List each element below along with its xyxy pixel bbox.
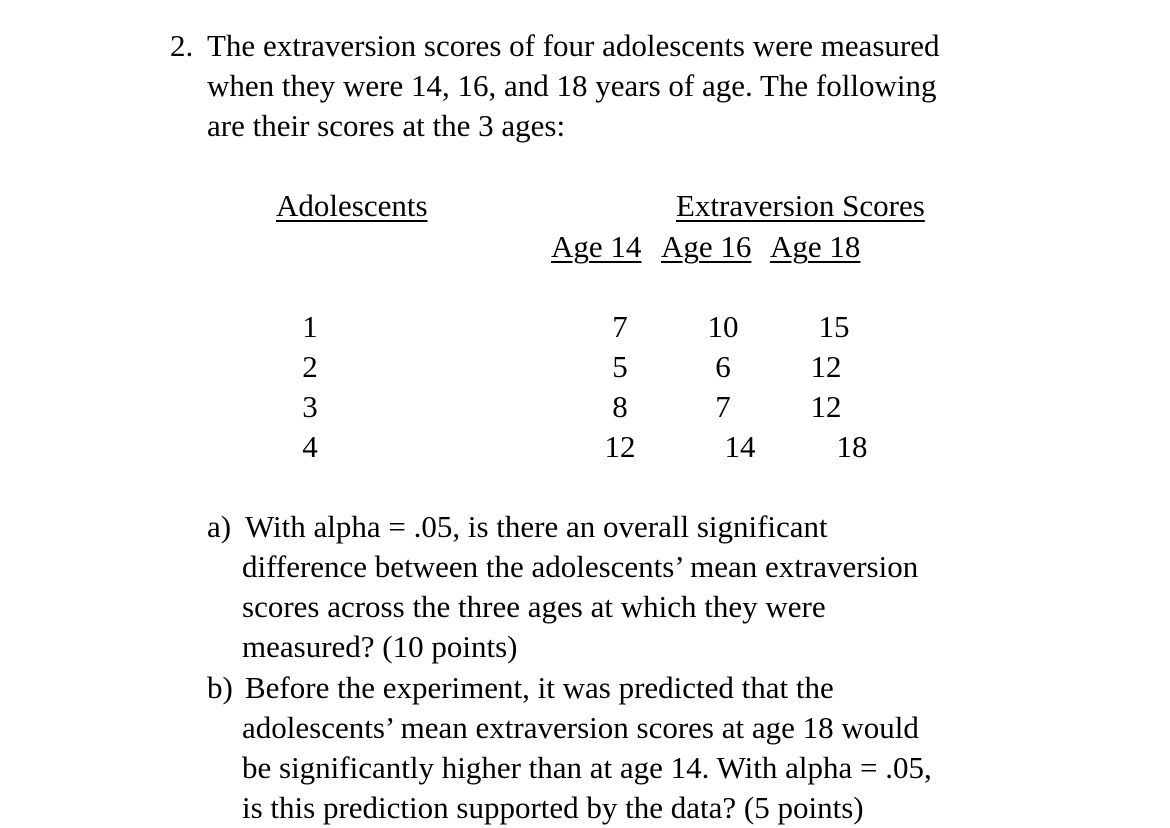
row-id: 2: [302, 349, 318, 384]
cell-age-18: 15: [818, 309, 850, 344]
column-header-age-18: Age 18: [770, 229, 861, 264]
question-line-3: are their scores at the 3 ages:: [207, 108, 566, 143]
part-a-line-4: measured? (10 points): [242, 629, 518, 664]
column-header-age-14: Age 14: [551, 229, 642, 264]
cell-age-18: 12: [810, 389, 842, 424]
column-header-age-16: Age 16: [661, 229, 752, 264]
group-header: Extraversion Scores: [676, 188, 925, 223]
part-a-label: a): [207, 509, 232, 544]
cell-age-14: 12: [604, 429, 636, 464]
part-b-line-2: adolescents’ mean extraversion scores at age 18 would: [242, 710, 919, 745]
question-line-2: when they were 14, 16, and 18 years of age. The following: [207, 68, 937, 103]
part-b-label: b): [207, 670, 233, 705]
row-header: Adolescents: [276, 188, 428, 223]
row-id: 1: [302, 309, 318, 344]
cell-age-14: 5: [612, 349, 628, 384]
cell-age-18: 18: [836, 429, 868, 464]
cell-age-16: 14: [724, 429, 756, 464]
part-b-line-3: be significantly higher than at age 14. With alpha = .05,: [242, 750, 932, 785]
cell-age-18: 12: [810, 349, 842, 384]
question-number: 2.: [170, 28, 194, 63]
cell-age-14: 8: [612, 389, 628, 424]
cell-age-16: 10: [707, 309, 739, 344]
part-a-line-2: difference between the adolescents’ mean extraversion: [242, 549, 919, 584]
part-b-line-4: is this prediction supported by the data? (5 points): [242, 790, 864, 825]
row-id: 4: [302, 429, 318, 464]
part-a-line-3: scores across the three ages at which they were: [242, 589, 826, 624]
cell-age-14: 7: [612, 309, 628, 344]
row-id: 3: [302, 389, 318, 424]
part-a-line-1: With alpha = .05, is there an overall significant: [245, 509, 828, 544]
part-b-line-1: Before the experiment, it was predicted that the: [245, 670, 834, 705]
cell-age-16: 6: [715, 349, 731, 384]
cell-age-16: 7: [715, 389, 731, 424]
question-line-1: The extraversion scores of four adolescents were measured: [207, 28, 940, 63]
